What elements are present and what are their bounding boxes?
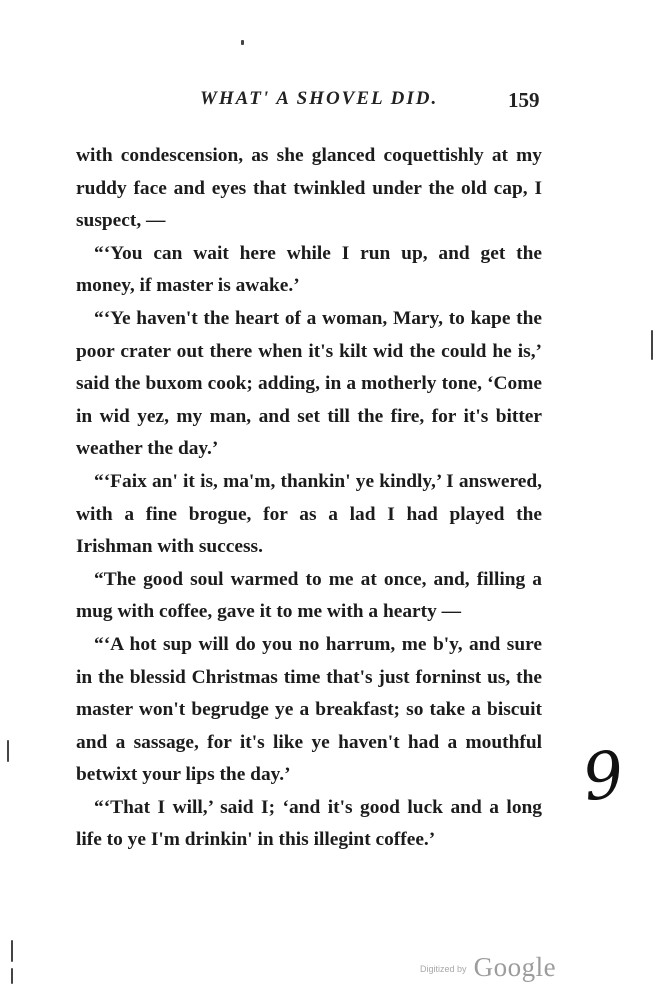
handwritten-margin-note: 9 xyxy=(578,737,629,817)
scan-edge-mark xyxy=(11,968,13,984)
paragraph: “‘That I will,’ said I; ‘and it's good luck and a long life to ye I'm drinkin' in this illegint coffee.’ xyxy=(76,796,542,851)
paragraph: “‘A hot sup will do you no harrum, me b'y, and sure in the blessid Christmas time that's just forninst us, the master won't begrudge ye a breakfast; so take a biscuit and a sassage, for it's like ye haven't had a mouthful betwixt your lips the day.’ xyxy=(76,633,542,786)
watermark-prefix: Digitized by xyxy=(420,964,467,974)
paragraph: “‘You can wait here while I run up, and get the money, if master is awake.’ xyxy=(76,242,542,297)
paragraph: with condescension, as she glanced coquettishly at my ruddy face and eyes that twinkled under the old cap, I suspect, — xyxy=(76,145,542,232)
ink-speck xyxy=(241,40,244,45)
paragraph: “The good soul warmed to me at once, and, filling a mug with coffee, gave it to me with a hearty — xyxy=(76,568,542,623)
google-logo: Google xyxy=(473,952,557,982)
scan-edge-mark xyxy=(7,740,9,762)
running-title: WHAT' A SHOVEL DID. xyxy=(200,88,439,109)
scan-edge-mark xyxy=(651,330,653,360)
paragraph: “‘Ye haven't the heart of a woman, Mary, to kape the poor crater out there when it's kilt wid the could he is,’ said the buxom cook; adding, in a motherly tone, ‘Come in wid yez, my man, and set till the fire, for it's bitter weather the day.’ xyxy=(76,307,542,460)
page-number: 159 xyxy=(508,88,540,112)
scan-edge-mark xyxy=(11,940,13,962)
body-text xyxy=(76,140,542,857)
paragraph: “‘Faix an' it is, ma'm, thankin' ye kindly,’ I answered, with a fine brogue, for as a lad I had played the Irishman with success. xyxy=(76,470,542,558)
digitization-watermark xyxy=(420,952,556,983)
